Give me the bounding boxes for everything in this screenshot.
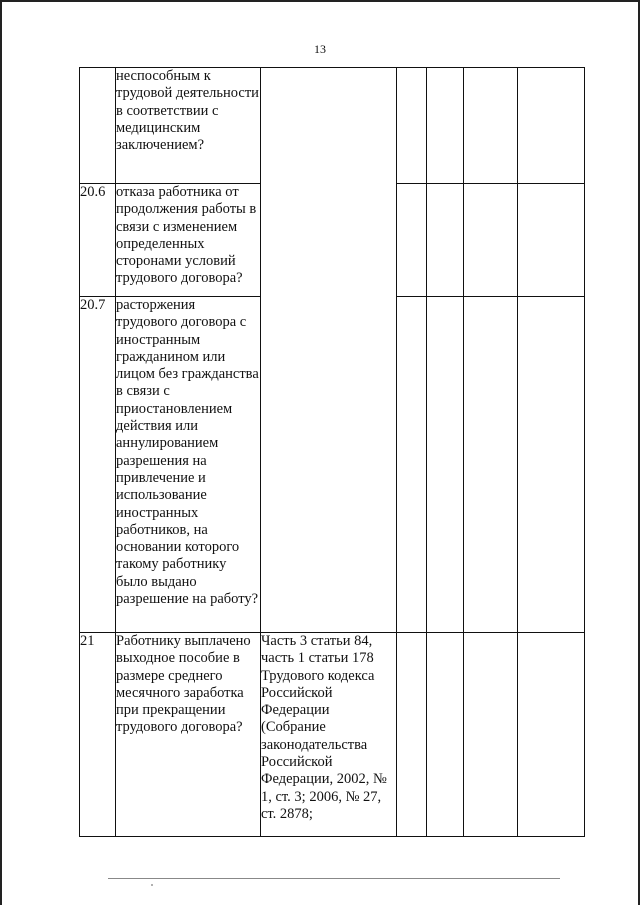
notes-cell — [518, 633, 585, 837]
notes-cell — [518, 184, 585, 297]
not-applicable-cell — [464, 297, 518, 633]
answer-yes-cell — [397, 633, 427, 837]
page-number: 13 — [314, 42, 326, 56]
scan-edge-left — [0, 0, 2, 905]
scan-edge-top — [0, 0, 640, 2]
question-text: Работнику выплачено выходное пособие в размере среднего месячного заработка при прекращении трудового договора? — [116, 633, 261, 837]
question-text: отказа работника от продолжения работы в связи с изменением определенных сторонами условий трудового договора? — [116, 184, 261, 297]
answer-yes-cell — [397, 68, 427, 184]
notes-cell — [518, 68, 585, 184]
scan-artifact-dot — [151, 884, 153, 886]
table-row — [80, 633, 585, 837]
notes-cell — [518, 297, 585, 633]
row-number — [80, 68, 116, 184]
legal-reference — [261, 68, 397, 633]
row-number: 20.6 — [80, 184, 116, 297]
row-number: 20.7 — [80, 297, 116, 633]
answer-no-cell — [427, 633, 464, 837]
not-applicable-cell — [464, 68, 518, 184]
question-text: расторжения трудового договора с иностранным гражданином или лицом без гражданства в связи с приостановлением действия или аннулированием разрешения на привлечение и использование иностранных работников, на основании которого такому работнику было выдано разрешение на работу? — [116, 297, 261, 633]
not-applicable-cell — [464, 633, 518, 837]
table-row — [80, 68, 585, 184]
row-number: 21 — [80, 633, 116, 837]
checklist-table — [79, 67, 585, 837]
answer-no-cell — [427, 184, 464, 297]
answer-no-cell — [427, 297, 464, 633]
answer-no-cell — [427, 68, 464, 184]
not-applicable-cell — [464, 184, 518, 297]
answer-yes-cell — [397, 184, 427, 297]
question-text: неспособным к трудовой деятельности в соответствии с медицинским заключением? — [116, 68, 261, 184]
scan-bottom-line — [108, 878, 560, 879]
answer-yes-cell — [397, 297, 427, 633]
legal-reference: Часть 3 статьи 84, часть 1 статьи 178 Трудового кодекса Российской Федерации (Собрание законодательства Российской Федерации, 2002, № 1, ст. 3; 2006, № 27, ст. 2878; — [261, 633, 397, 837]
